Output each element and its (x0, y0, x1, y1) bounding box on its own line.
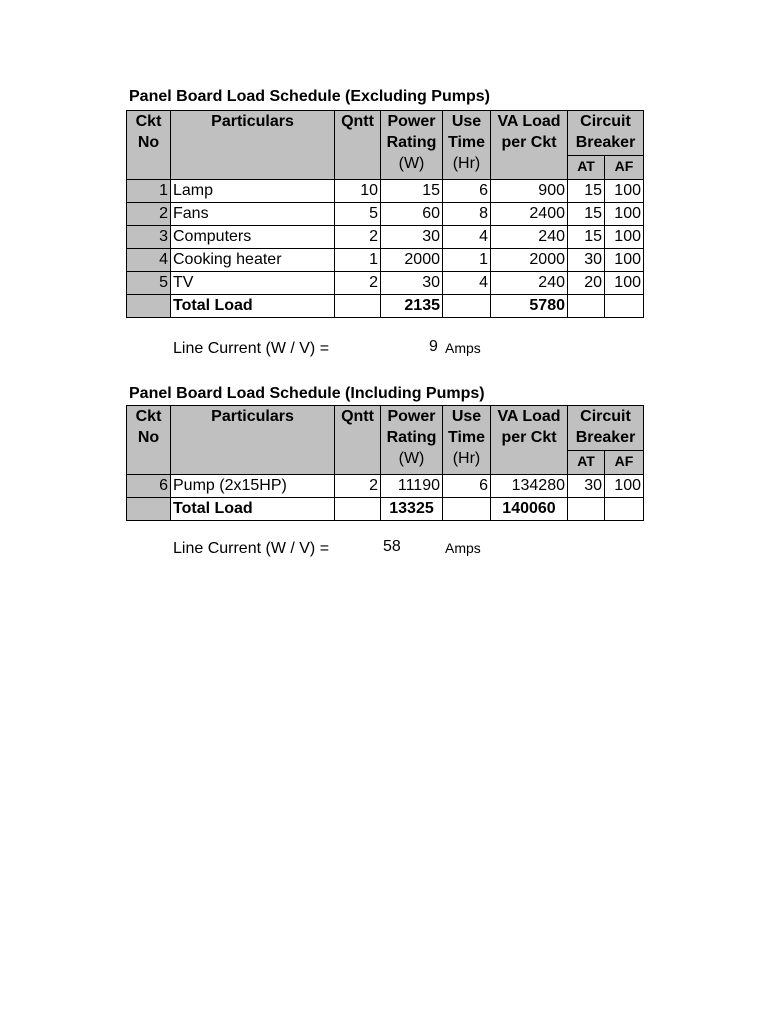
qntt-cell: 2 (335, 475, 381, 498)
table-row (127, 180, 644, 203)
total-va-load: 140060 (491, 498, 568, 521)
at-cell (568, 295, 605, 318)
particulars-cell: Pump (2x15HP) (171, 475, 335, 498)
table2-body (127, 475, 644, 521)
use-time-cell: 6 (443, 475, 491, 498)
power-cell: 30 (381, 226, 443, 249)
qntt-cell (335, 498, 381, 521)
power-cell: 60 (381, 203, 443, 226)
af-cell: 100 (605, 226, 644, 249)
total-load-row (127, 295, 644, 318)
use-time-cell (443, 498, 491, 521)
line-current-value: 58 (383, 538, 401, 555)
particulars-cell: TV (171, 272, 335, 295)
total-load-row (127, 498, 644, 521)
header-circuit-breaker: Circuit Breaker (568, 406, 644, 451)
particulars-cell: Lamp (171, 180, 335, 203)
header-at: AT (568, 451, 605, 475)
header-ckt-no: Ckt No (127, 111, 171, 180)
use-time-cell: 4 (443, 226, 491, 249)
table-row (127, 475, 644, 498)
table-row (127, 203, 644, 226)
va-load-cell: 2000 (491, 249, 568, 272)
ckt-no-cell (127, 295, 171, 318)
total-power: 13325 (381, 498, 443, 521)
use-time-cell (443, 295, 491, 318)
use-time-cell: 1 (443, 249, 491, 272)
header-use-time-unit: (Hr) (452, 450, 481, 467)
qntt-cell (335, 295, 381, 318)
table1-body (127, 180, 644, 318)
header-use-time: Use Time (Hr) (443, 406, 491, 475)
header-particulars: Particulars (171, 406, 335, 475)
at-cell: 15 (568, 226, 605, 249)
power-cell: 2000 (381, 249, 443, 272)
va-load-cell: 2400 (491, 203, 568, 226)
table2-title: Panel Board Load Schedule (Including Pumps) (129, 385, 485, 402)
load-schedule-table-including-pumps (126, 405, 644, 521)
af-cell (605, 295, 644, 318)
header-circuit-breaker: Circuit Breaker (568, 111, 644, 156)
header-at: AT (568, 156, 605, 180)
ckt-no-cell: 3 (127, 226, 171, 249)
line-current-label: Line Current (W / V) = (173, 340, 330, 357)
af-cell (605, 498, 644, 521)
ckt-no-cell: 4 (127, 249, 171, 272)
at-cell: 15 (568, 180, 605, 203)
ckt-no-cell: 1 (127, 180, 171, 203)
at-cell: 30 (568, 475, 605, 498)
header-af: AF (605, 156, 644, 180)
total-power: 2135 (381, 295, 443, 318)
line-current-unit: Amps (445, 540, 481, 556)
at-cell: 20 (568, 272, 605, 295)
header-use-time-unit: (Hr) (452, 155, 481, 172)
power-cell: 30 (381, 272, 443, 295)
qntt-cell: 5 (335, 203, 381, 226)
qntt-cell: 10 (335, 180, 381, 203)
header-va-load: VA Load per Ckt (491, 111, 568, 180)
qntt-cell: 1 (335, 249, 381, 272)
header-va-load: VA Load per Ckt (491, 406, 568, 475)
af-cell: 100 (605, 272, 644, 295)
load-schedule-table-excluding-pumps (126, 110, 644, 318)
table-row (127, 226, 644, 249)
line-current-label: Line Current (W / V) = (173, 540, 330, 557)
line-current-unit: Amps (445, 340, 481, 356)
ckt-no-cell (127, 498, 171, 521)
header-power-unit: (W) (398, 450, 425, 467)
qntt-cell: 2 (335, 272, 381, 295)
va-load-cell: 240 (491, 226, 568, 249)
af-cell: 100 (605, 475, 644, 498)
va-load-cell: 900 (491, 180, 568, 203)
va-load-cell: 240 (491, 272, 568, 295)
ckt-no-cell: 5 (127, 272, 171, 295)
particulars-cell: Computers (171, 226, 335, 249)
header-power-unit: (W) (398, 155, 425, 172)
af-cell: 100 (605, 180, 644, 203)
use-time-cell: 4 (443, 272, 491, 295)
total-load-label: Total Load (171, 295, 335, 318)
particulars-cell: Cooking heater (171, 249, 335, 272)
ckt-no-cell: 2 (127, 203, 171, 226)
use-time-cell: 8 (443, 203, 491, 226)
table-row (127, 272, 644, 295)
header-power-rating: Power Rating (W) (381, 406, 443, 475)
table-row (127, 249, 644, 272)
total-va-load: 5780 (491, 295, 568, 318)
header-power-rating: Power Rating (W) (381, 111, 443, 180)
line-current-value: 9 (429, 338, 438, 355)
power-cell: 15 (381, 180, 443, 203)
use-time-cell: 6 (443, 180, 491, 203)
va-load-cell: 134280 (491, 475, 568, 498)
header-ckt-no: Ckt No (127, 406, 171, 475)
power-cell: 11190 (381, 475, 443, 498)
particulars-cell: Fans (171, 203, 335, 226)
header-qntt: Qntt (335, 406, 381, 475)
ckt-no-cell: 6 (127, 475, 171, 498)
qntt-cell: 2 (335, 226, 381, 249)
at-cell: 30 (568, 249, 605, 272)
at-cell (568, 498, 605, 521)
header-particulars: Particulars (171, 111, 335, 180)
header-af: AF (605, 451, 644, 475)
header-use-time: Use Time (Hr) (443, 111, 491, 180)
af-cell: 100 (605, 249, 644, 272)
at-cell: 15 (568, 203, 605, 226)
header-qntt: Qntt (335, 111, 381, 180)
af-cell: 100 (605, 203, 644, 226)
table1-title: Panel Board Load Schedule (Excluding Pumps) (129, 88, 490, 105)
total-load-label: Total Load (171, 498, 335, 521)
